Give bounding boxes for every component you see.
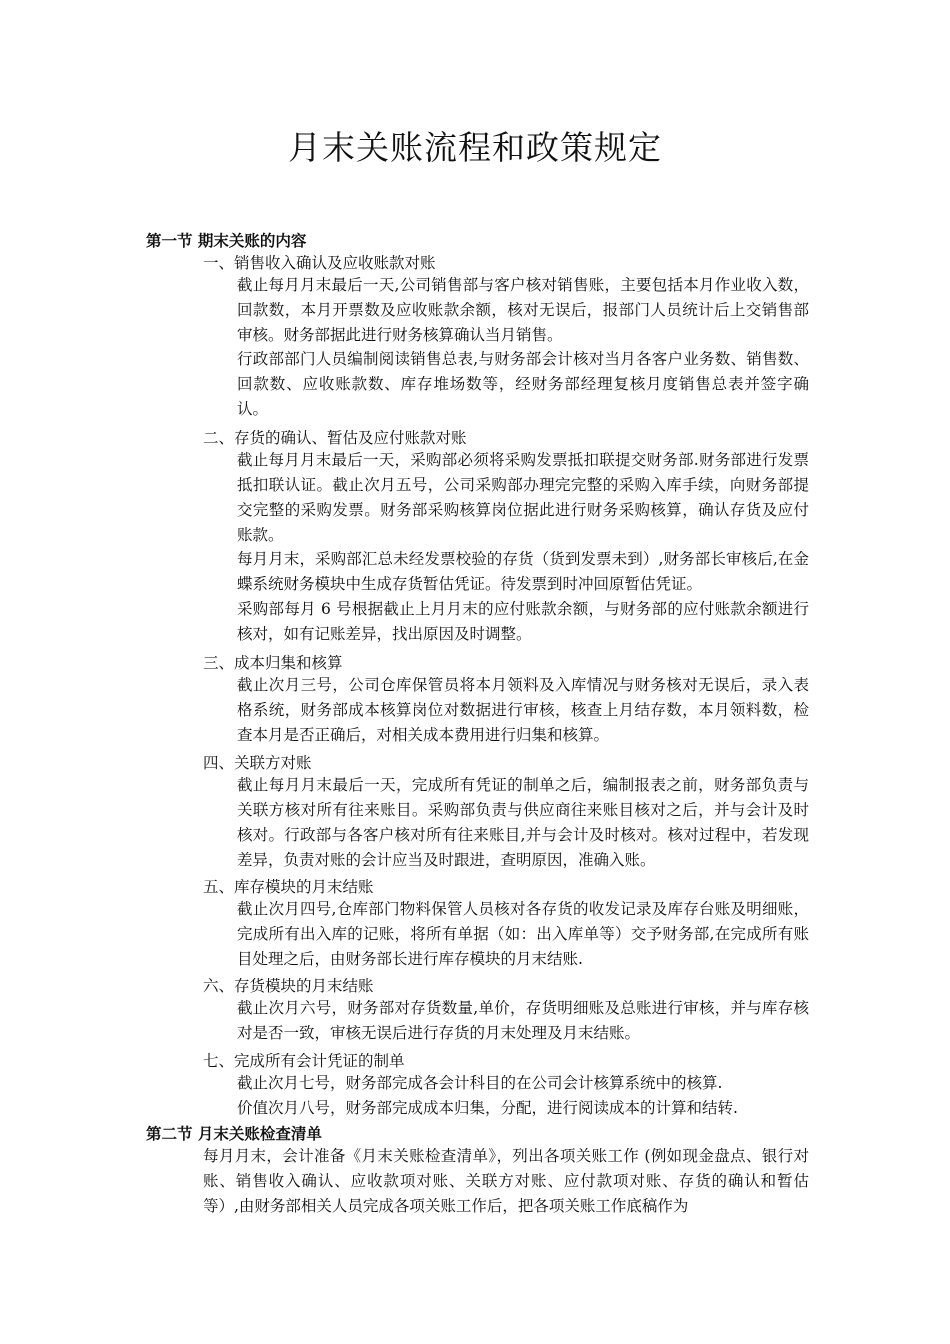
item-3-heading: 三、成本归集和核算 (203, 654, 343, 672)
item-1-paragraph-1: 截止每月月末最后一天,公司销售部与客户核对销售账，主要包括本月作业收入数，回款数，本月开票数及应收账款余额，核对无误后，报部门人员统计后上交销售部审核。财务部据此进行财务核算确认当月销售。 (237, 276, 809, 344)
section-2-paragraph-1: 每月月末，会计准备《月末关账检查清单》，列出各项关账工作 (例如现金盘点、银行对账、销售收入确认、应收款项对账、关联方对账、应付款项对账、存货的确认和暂估等）,由财务部相关人员完成各项关账工作后，把各项关账工作底稿作为 (203, 1147, 809, 1215)
item-2-paragraph-3: 采购部每月 6 号根据截止上月月末的应付账款余额，与财务部的应付账款余额进行核对，如有记账差异，找出原因及时调整。 (237, 600, 809, 643)
item-2-paragraph-2: 每月月末，采购部汇总未经发票校验的存货（货到发票未到）,财务部长审核后,在金蝶系统财务模块中生成存货暂估凭证。待发票到时冲回原暂估凭证。 (237, 550, 809, 593)
item-3-paragraph-1: 截止次月三号，公司仓库保管员将本月领料及入库情况与财务核对无误后，录入表格系统，财务部成本核算岗位对数据进行审核，核查上月结存数，本月领料数，检查本月是否正确后，对相关成本费用进行归集和核算。 (237, 676, 809, 744)
section-2-heading: 第二节 月末关账检查清单 (146, 1125, 322, 1143)
item-6-heading: 六、存货模块的月末结账 (203, 977, 374, 995)
section-1-heading: 第一节 期末关账的内容 (146, 232, 307, 250)
item-4-heading: 四、关联方对账 (203, 754, 312, 772)
item-4-paragraph-1: 截止每月月末最后一天，完成所有凭证的制单之后，编制报表之前，财务部负责与关联方核对所有往来账目。采购部负责与供应商往来账目核对之后，并与会计及时核对。行政部与各客户核对所有往来账目,并与会计及时核对。核对过程中，若发现差异，负责对账的会计应当及时跟进，查明原因，准确入账。 (237, 776, 809, 869)
item-7-heading: 七、完成所有会计凭证的制单 (203, 1052, 405, 1070)
item-2-heading: 二、存货的确认、暂估及应付账款对账 (203, 429, 467, 447)
item-1-heading: 一、销售收入确认及应收账款对账 (203, 254, 436, 272)
document-title: 月末关账流程和政策规定 (288, 128, 662, 167)
item-7-paragraph-2: 价值次月八号，财务部完成成本归集，分配，进行阅读成本的计算和结转. (237, 1099, 738, 1117)
item-6-paragraph-1: 截止次月六号，财务部对存货数量,单价，存货明细账及总账进行审核，并与库存核对是否一致，审核无误后进行存货的月末处理及月末结账。 (237, 999, 809, 1042)
item-2-paragraph-1: 截止每月月末最后一天，采购部必须将采购发票抵扣联提交财务部.财务部进行发票抵扣联认证。截止次月五号，公司采购部办理完完整的采购入库手续，向财务部提交完整的采购发票。财务部采购核算岗位据此进行财务采购核算，确认存货及应付账款。 (237, 451, 809, 544)
item-1-paragraph-2: 行政部部门人员编制阅读销售总表,与财务部会计核对当月各客户业务数、销售数、回款数、应收账款数、库存堆场数等，经财务部经理复核月度销售总表并签字确认。 (237, 350, 809, 418)
item-7-paragraph-1: 截止次月七号，财务部完成各会计科目的在公司会计核算系统中的核算. (237, 1074, 723, 1092)
item-5-heading: 五、库存模块的月末结账 (203, 878, 374, 896)
item-5-paragraph-1: 截止次月四号,仓库部门物料保管人员核对各存货的收发记录及库存台账及明细账，完成所有出入库的记账，将所有单据（如：出入库单等）交予财务部,在完成所有账目处理之后，由财务部长进行库存模块的月末结账. (237, 900, 809, 968)
